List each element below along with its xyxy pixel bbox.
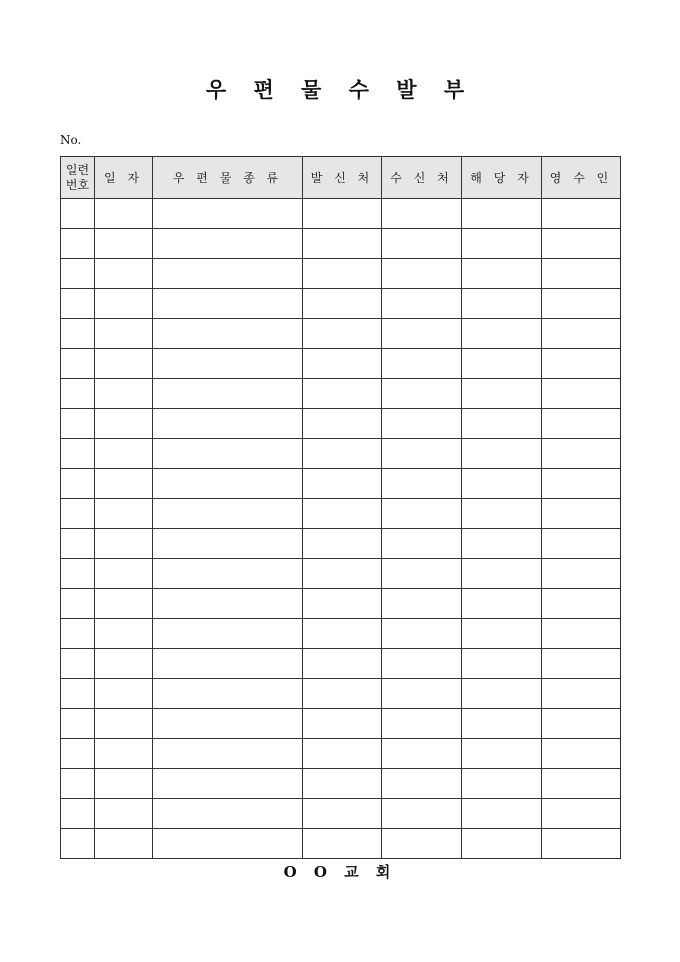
person-cell[interactable] — [462, 349, 542, 379]
signature-cell[interactable] — [542, 799, 621, 829]
sender-cell[interactable] — [303, 649, 382, 679]
person-cell[interactable] — [462, 619, 542, 649]
sender-cell[interactable] — [303, 559, 382, 589]
signature-cell[interactable] — [542, 739, 621, 769]
signature-cell[interactable] — [542, 529, 621, 559]
recipient-cell[interactable] — [382, 649, 462, 679]
serial-cell[interactable] — [61, 379, 95, 409]
serial-cell[interactable] — [61, 529, 95, 559]
sender-cell[interactable] — [303, 469, 382, 499]
sender-cell[interactable] — [303, 319, 382, 349]
person-cell[interactable] — [462, 679, 542, 709]
person-cell[interactable] — [462, 769, 542, 799]
sender-cell[interactable] — [303, 199, 382, 229]
date-cell[interactable] — [95, 349, 153, 379]
table-row — [61, 799, 621, 829]
mail-type-cell[interactable] — [153, 409, 303, 439]
date-cell[interactable] — [95, 529, 153, 559]
recipient-cell[interactable] — [382, 769, 462, 799]
mail-type-cell[interactable] — [153, 769, 303, 799]
sender-cell[interactable] — [303, 259, 382, 289]
date-cell[interactable] — [95, 829, 153, 859]
mail-type-cell[interactable] — [153, 379, 303, 409]
recipient-cell[interactable] — [382, 709, 462, 739]
signature-cell[interactable] — [542, 229, 621, 259]
sender-cell[interactable] — [303, 379, 382, 409]
serial-cell[interactable] — [61, 409, 95, 439]
mail-ledger-table — [60, 156, 621, 859]
doc-number-label: No. — [60, 133, 82, 147]
date-cell[interactable] — [95, 589, 153, 619]
sender-cell[interactable] — [303, 229, 382, 259]
recipient-cell[interactable] — [382, 469, 462, 499]
table-row — [61, 829, 621, 859]
table-row — [61, 229, 621, 259]
person-cell[interactable] — [462, 559, 542, 589]
mail-type-cell[interactable] — [153, 679, 303, 709]
person-cell[interactable] — [462, 469, 542, 499]
signature-cell[interactable] — [542, 439, 621, 469]
serial-cell[interactable] — [61, 739, 95, 769]
date-cell[interactable] — [95, 259, 153, 289]
serial-cell[interactable] — [61, 589, 95, 619]
date-cell[interactable] — [95, 739, 153, 769]
recipient-cell[interactable] — [382, 499, 462, 529]
date-cell[interactable] — [95, 469, 153, 499]
serial-cell[interactable] — [61, 229, 95, 259]
table-row — [61, 679, 621, 709]
mail-type-cell[interactable] — [153, 199, 303, 229]
sender-cell[interactable] — [303, 679, 382, 709]
table-row — [61, 529, 621, 559]
sender-cell[interactable] — [303, 349, 382, 379]
table-row — [61, 439, 621, 469]
serial-cell[interactable] — [61, 199, 95, 229]
person-cell[interactable] — [462, 409, 542, 439]
header-recipient: 수 신 처 — [382, 157, 462, 199]
serial-cell[interactable] — [61, 829, 95, 859]
person-cell[interactable] — [462, 829, 542, 859]
sender-cell[interactable] — [303, 739, 382, 769]
mail-type-cell[interactable] — [153, 289, 303, 319]
table-row — [61, 349, 621, 379]
sender-cell[interactable] — [303, 799, 382, 829]
date-cell[interactable] — [95, 649, 153, 679]
recipient-cell[interactable] — [382, 589, 462, 619]
serial-cell[interactable] — [61, 799, 95, 829]
serial-cell[interactable] — [61, 319, 95, 349]
date-cell[interactable] — [95, 769, 153, 799]
date-cell[interactable] — [95, 289, 153, 319]
serial-cell[interactable] — [61, 649, 95, 679]
table-row — [61, 649, 621, 679]
table-row — [61, 289, 621, 319]
page-title: 우 편 물 수 발 부 — [205, 77, 475, 102]
signature-cell[interactable] — [542, 829, 621, 859]
recipient-cell[interactable] — [382, 409, 462, 439]
date-cell[interactable] — [95, 409, 153, 439]
person-cell[interactable] — [462, 319, 542, 349]
serial-cell[interactable] — [61, 709, 95, 739]
recipient-cell[interactable] — [382, 559, 462, 589]
table-row — [61, 409, 621, 439]
sender-cell[interactable] — [303, 409, 382, 439]
date-cell[interactable] — [95, 439, 153, 469]
person-cell[interactable] — [462, 439, 542, 469]
signature-cell[interactable] — [542, 319, 621, 349]
mail-type-cell[interactable] — [153, 499, 303, 529]
signature-cell[interactable] — [542, 619, 621, 649]
person-cell[interactable] — [462, 589, 542, 619]
signature-cell[interactable] — [542, 499, 621, 529]
person-cell[interactable] — [462, 649, 542, 679]
serial-cell[interactable] — [61, 469, 95, 499]
recipient-cell[interactable] — [382, 439, 462, 469]
table-row — [61, 469, 621, 499]
serial-cell[interactable] — [61, 619, 95, 649]
mail-type-cell[interactable] — [153, 649, 303, 679]
sender-cell[interactable] — [303, 709, 382, 739]
recipient-cell[interactable] — [382, 799, 462, 829]
date-cell[interactable] — [95, 499, 153, 529]
table-row — [61, 589, 621, 619]
person-cell[interactable] — [462, 739, 542, 769]
sender-cell[interactable] — [303, 529, 382, 559]
serial-cell[interactable] — [61, 559, 95, 589]
signature-cell[interactable] — [542, 289, 621, 319]
table-row — [61, 379, 621, 409]
sender-cell[interactable] — [303, 289, 382, 319]
date-cell[interactable] — [95, 229, 153, 259]
signature-cell[interactable] — [542, 469, 621, 499]
signature-cell[interactable] — [542, 409, 621, 439]
mail-type-cell[interactable] — [153, 589, 303, 619]
table-row — [61, 709, 621, 739]
signature-cell[interactable] — [542, 709, 621, 739]
serial-cell[interactable] — [61, 259, 95, 289]
table-row — [61, 739, 621, 769]
sender-cell[interactable] — [303, 499, 382, 529]
mail-type-cell[interactable] — [153, 559, 303, 589]
mail-type-cell[interactable] — [153, 469, 303, 499]
ledger-body — [61, 199, 621, 859]
signature-cell[interactable] — [542, 199, 621, 229]
table-row — [61, 319, 621, 349]
serial-cell[interactable] — [61, 289, 95, 319]
recipient-cell[interactable] — [382, 289, 462, 319]
table-row — [61, 769, 621, 799]
recipient-cell[interactable] — [382, 259, 462, 289]
header-receiver-signature: 영 수 인 — [542, 157, 621, 199]
table-row — [61, 499, 621, 529]
mail-type-cell[interactable] — [153, 529, 303, 559]
signature-cell[interactable] — [542, 769, 621, 799]
date-cell[interactable] — [95, 379, 153, 409]
person-cell[interactable] — [462, 709, 542, 739]
mail-type-cell[interactable] — [153, 229, 303, 259]
date-cell[interactable] — [95, 199, 153, 229]
serial-cell[interactable] — [61, 769, 95, 799]
date-cell[interactable] — [95, 799, 153, 829]
signature-cell[interactable] — [542, 679, 621, 709]
header-date: 일 자 — [95, 157, 153, 199]
signature-cell[interactable] — [542, 559, 621, 589]
sender-cell[interactable] — [303, 619, 382, 649]
sender-cell[interactable] — [303, 439, 382, 469]
person-cell[interactable] — [462, 529, 542, 559]
serial-cell[interactable] — [61, 439, 95, 469]
header-serial-number: 일련 번호 — [61, 157, 95, 199]
recipient-cell[interactable] — [382, 379, 462, 409]
recipient-cell[interactable] — [382, 829, 462, 859]
signature-cell[interactable] — [542, 379, 621, 409]
signature-cell[interactable] — [542, 259, 621, 289]
person-cell[interactable] — [462, 199, 542, 229]
table-row — [61, 199, 621, 229]
recipient-cell[interactable] — [382, 199, 462, 229]
date-cell[interactable] — [95, 319, 153, 349]
header-person-in-charge: 해 당 자 — [462, 157, 542, 199]
table-row — [61, 619, 621, 649]
person-cell[interactable] — [462, 799, 542, 829]
signature-cell[interactable] — [542, 589, 621, 619]
mail-type-cell[interactable] — [153, 319, 303, 349]
mail-type-cell[interactable] — [153, 739, 303, 769]
table-row — [61, 259, 621, 289]
recipient-cell[interactable] — [382, 349, 462, 379]
mail-type-cell[interactable] — [153, 439, 303, 469]
header-mail-type: 우 편 물 종 류 — [153, 157, 303, 199]
person-cell[interactable] — [462, 379, 542, 409]
person-cell[interactable] — [462, 259, 542, 289]
recipient-cell[interactable] — [382, 319, 462, 349]
recipient-cell[interactable] — [382, 529, 462, 559]
serial-cell[interactable] — [61, 679, 95, 709]
date-cell[interactable] — [95, 679, 153, 709]
sender-cell[interactable] — [303, 829, 382, 859]
mail-type-cell[interactable] — [153, 619, 303, 649]
table-row — [61, 559, 621, 589]
recipient-cell[interactable] — [382, 619, 462, 649]
person-cell[interactable] — [462, 289, 542, 319]
signature-cell[interactable] — [542, 649, 621, 679]
serial-cell[interactable] — [61, 499, 95, 529]
recipient-cell[interactable] — [382, 229, 462, 259]
church-name-footer: O O 교 회 — [283, 863, 397, 881]
mail-type-cell[interactable] — [153, 799, 303, 829]
person-cell[interactable] — [462, 499, 542, 529]
serial-cell[interactable] — [61, 349, 95, 379]
mail-type-cell[interactable] — [153, 709, 303, 739]
recipient-cell[interactable] — [382, 739, 462, 769]
mail-type-cell[interactable] — [153, 349, 303, 379]
date-cell[interactable] — [95, 559, 153, 589]
person-cell[interactable] — [462, 229, 542, 259]
header-row — [61, 157, 621, 199]
recipient-cell[interactable] — [382, 679, 462, 709]
sender-cell[interactable] — [303, 769, 382, 799]
mail-type-cell[interactable] — [153, 829, 303, 859]
signature-cell[interactable] — [542, 349, 621, 379]
date-cell[interactable] — [95, 619, 153, 649]
date-cell[interactable] — [95, 709, 153, 739]
mail-type-cell[interactable] — [153, 259, 303, 289]
sender-cell[interactable] — [303, 589, 382, 619]
header-sender: 발 신 처 — [303, 157, 382, 199]
